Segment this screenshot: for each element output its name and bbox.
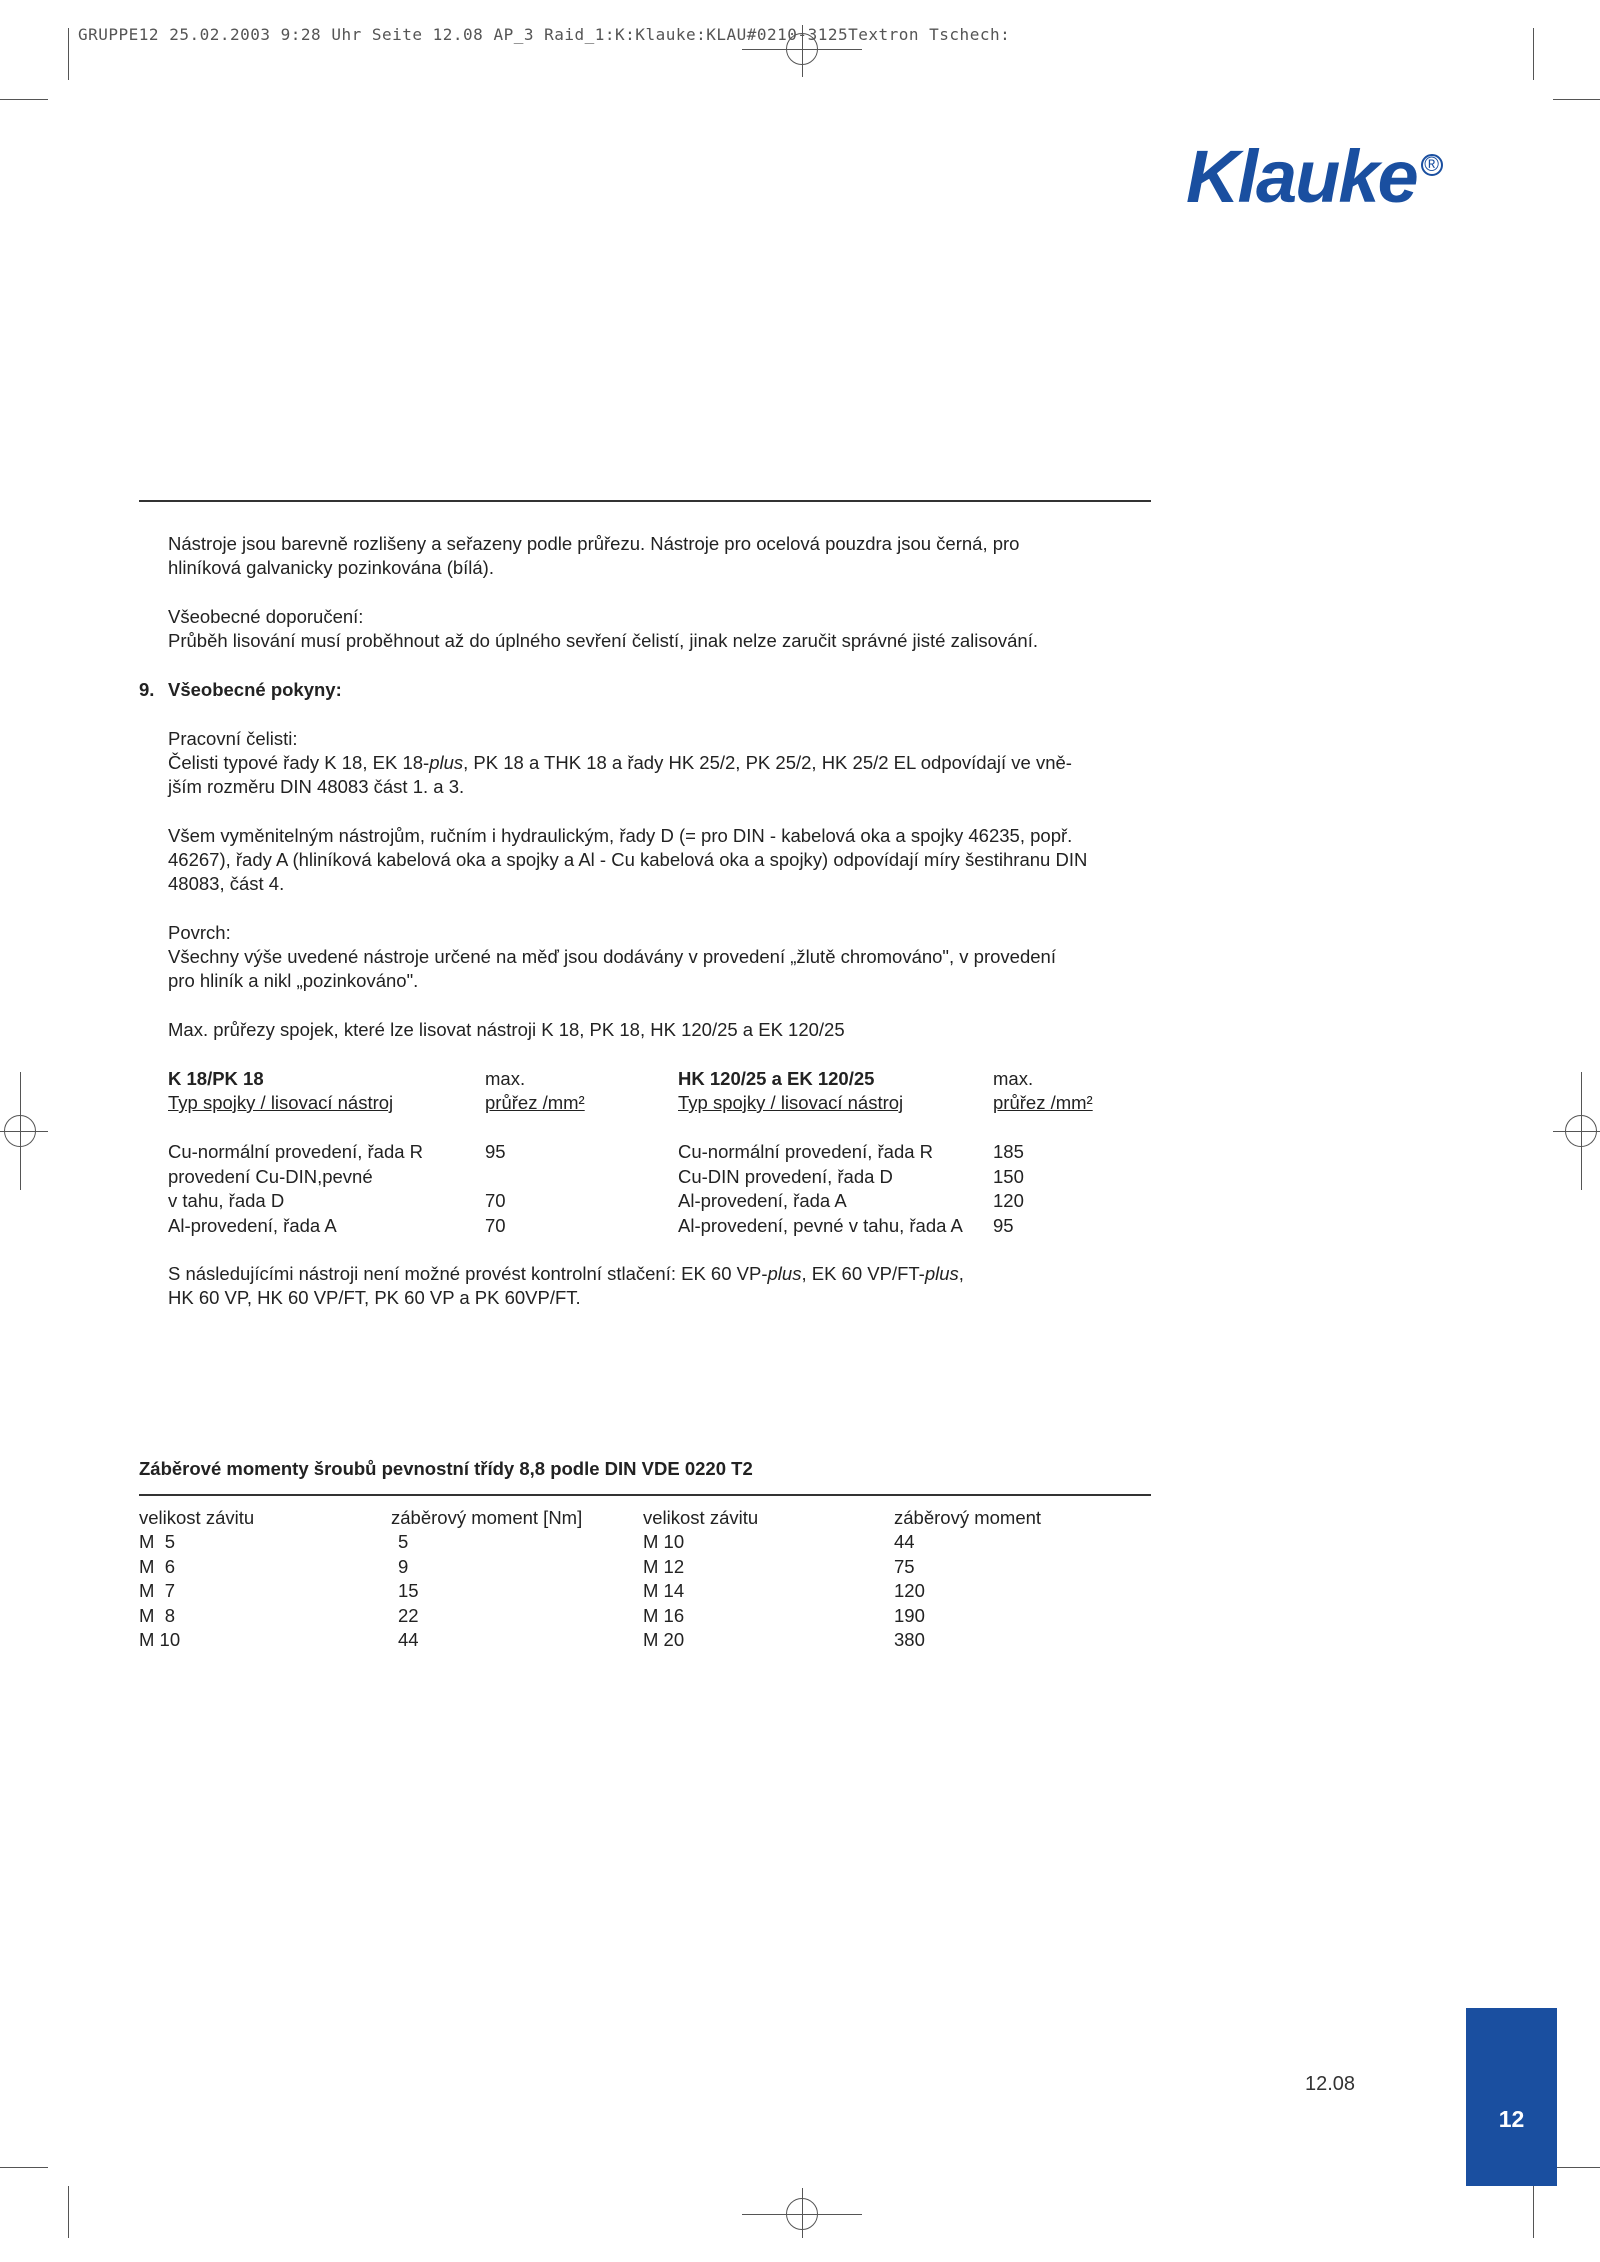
registered-mark: ® xyxy=(1421,154,1443,176)
print-header: GRUPPE12 25.02.2003 9:28 Uhr Seite 12.08 AP_3 Raid_1:K:Klauke:KLAU#0210-3125Textron Tschech: xyxy=(78,25,1011,44)
right-table-row-value: 185 xyxy=(993,1141,1024,1162)
no-check-line: HK 60 VP, HK 60 VP/FT, PK 60 VP a PK 60VP/FT. xyxy=(168,1287,581,1308)
left-table-row-value: 95 xyxy=(485,1141,506,1162)
jaws-line: jším rozměru DIN 48083 část 1. a 3. xyxy=(168,776,465,797)
right-table-row-value: 150 xyxy=(993,1165,1024,1187)
left-table-row-label: provedení Cu-DIN,pevné xyxy=(168,1165,373,1187)
right-table-subtitle: Typ spojky / lisovací nástroj xyxy=(678,1092,904,1113)
left-table-row-value: 70 xyxy=(485,1214,506,1236)
torque-moment: 120 xyxy=(894,1580,925,1601)
recommendation-text: Průběh lisování musí proběhnout až do úplného sevření čelistí, jinak nelze zaručit správné jisté zalisování. xyxy=(168,630,1038,651)
torque-divider xyxy=(139,1494,1151,1496)
text-run: Čelisti typové řady K 18, EK 18- xyxy=(168,752,430,773)
right-table-row-label: Cu-normální provedení, řada R xyxy=(678,1141,934,1162)
left-table-row-label: Cu-normální provedení, řada R xyxy=(168,1141,424,1162)
crop-mark xyxy=(1533,2186,1534,2238)
max-intro: Max. průřezy spojek, které lze lisovat nástroji K 18, PK 18, HK 120/25 a EK 120/25 xyxy=(168,1019,845,1040)
left-unit-label: průřez /mm² xyxy=(485,1092,585,1113)
jaws-heading: Pracovní čelisti: xyxy=(168,728,298,749)
text-run: , xyxy=(958,1263,964,1284)
intro-line: hliníková galvanicky pozinkována (bílá). xyxy=(168,557,494,578)
tools-line: Všem vyměnitelným nástrojům, ručním i hydraulickým, řady D (= pro DIN - kabelová oka a spojky 46235, popř. xyxy=(168,825,1073,846)
page-number-box xyxy=(1466,2008,1557,2186)
tools-line: 48083, část 4. xyxy=(168,873,285,894)
crop-mark xyxy=(68,2186,69,2238)
torque-moment: 44 xyxy=(398,1629,419,1650)
torque-thread-size: M 20 xyxy=(643,1629,685,1650)
torque-moment: 5 xyxy=(398,1531,409,1552)
crop-mark xyxy=(1553,2167,1600,2168)
intro-paragraph xyxy=(168,532,1019,580)
registration-mark xyxy=(4,1115,36,1147)
surface-paragraph xyxy=(168,921,1056,993)
torque-moment: 380 xyxy=(894,1629,925,1650)
crop-mark xyxy=(1553,99,1600,100)
torque-thread-size: M 6 xyxy=(139,1555,175,1577)
torque-moment: 44 xyxy=(894,1531,915,1552)
recommendation-heading: Všeobecné doporučení: xyxy=(168,606,364,627)
right-table-row-label: Cu-DIN provedení, řada D xyxy=(678,1165,893,1187)
left-table-subtitle: Typ spojky / lisovací nástroj xyxy=(168,1092,394,1113)
crop-mark xyxy=(0,2167,48,2168)
crop-mark xyxy=(68,28,69,80)
text-run-italic: plus xyxy=(924,1263,959,1284)
torque-thread-size: M 10 xyxy=(139,1629,181,1650)
crop-mark xyxy=(0,99,48,100)
no-check-line xyxy=(168,1262,964,1286)
torque-thread-size: M 10 xyxy=(643,1531,685,1552)
logo-text: Klauke xyxy=(1186,135,1417,218)
torque-title: Záběrové momenty šroubů pevnostní třídy 8,8 podle DIN VDE 0220 T2 xyxy=(139,1458,753,1479)
crop-mark xyxy=(1533,28,1534,80)
left-table-row-value: 70 xyxy=(485,1190,506,1211)
section-number: 9. xyxy=(139,679,155,700)
right-unit-label: průřez /mm² xyxy=(993,1092,1093,1113)
tools-paragraph xyxy=(168,824,1087,896)
torque-thread-size: M 16 xyxy=(643,1604,685,1626)
left-table-row-label: Al-provedení, řada A xyxy=(168,1214,337,1236)
torque-moment: 9 xyxy=(398,1555,409,1577)
text-run: , EK 60 VP/FT- xyxy=(801,1263,925,1284)
text-run: S následujícími nástroji není možné provést kontrolní stlačení: EK 60 VP- xyxy=(168,1263,768,1284)
torque-thread-size: M 7 xyxy=(139,1580,175,1601)
no-check-paragraph xyxy=(168,1262,964,1310)
right-table-row-label: Al-provedení, řada A xyxy=(678,1190,847,1211)
intro-line: Nástroje jsou barevně rozlišeny a seřazeny podle průřezu. Nástroje pro ocelová pouzdra jsou černá, pro xyxy=(168,533,1020,554)
left-table-title: K 18/PK 18 xyxy=(168,1068,264,1089)
left-table-row-label: v tahu, řada D xyxy=(168,1190,285,1211)
klauke-logo xyxy=(1186,135,1443,218)
torque-col-header: záběrový moment xyxy=(894,1507,1042,1528)
tools-line: 46267), řady A (hliníková kabelová oka a spojky a Al - Cu kabelová oka a spojky) odpovídají míry šestihranu DIN xyxy=(168,849,1088,870)
torque-thread-size: M 14 xyxy=(643,1580,685,1601)
recommendation xyxy=(168,605,1038,653)
section-divider xyxy=(139,500,1151,502)
torque-col-header: záběrový moment [Nm] xyxy=(391,1507,583,1528)
torque-moment: 190 xyxy=(894,1604,925,1626)
text-run-italic: plus xyxy=(767,1263,802,1284)
torque-moment: 22 xyxy=(398,1604,419,1626)
text-run-italic: plus xyxy=(429,752,464,773)
torque-thread-size: M 5 xyxy=(139,1531,175,1552)
page-number: 12 xyxy=(1498,2106,1525,2132)
registration-mark xyxy=(1565,1115,1597,1147)
jaws-paragraph xyxy=(168,727,1072,799)
footer-date: 12.08 xyxy=(1305,2073,1356,2095)
registration-mark xyxy=(786,2198,818,2230)
torque-col-header: velikost závitu xyxy=(643,1507,759,1528)
torque-thread-size: M 12 xyxy=(643,1555,685,1577)
torque-moment: 75 xyxy=(894,1555,915,1577)
right-table-row-label: Al-provedení, pevné v tahu, řada A xyxy=(678,1214,963,1236)
right-table-title: HK 120/25 a EK 120/25 xyxy=(678,1068,875,1089)
torque-col-header: velikost závitu xyxy=(139,1507,255,1528)
right-table-row-value: 120 xyxy=(993,1190,1024,1211)
surface-heading: Povrch: xyxy=(168,922,231,943)
torque-thread-size: M 8 xyxy=(139,1604,175,1626)
surface-line: Všechny výše uvedené nástroje určené na měď jsou dodávány v provedení „žlutě chromováno", v provedení xyxy=(168,946,1056,967)
surface-line: pro hliník a nikl „pozinkováno". xyxy=(168,970,419,991)
right-table-row-value: 95 xyxy=(993,1214,1014,1236)
jaws-line xyxy=(168,751,1072,775)
torque-moment: 15 xyxy=(398,1580,419,1601)
section-title: Všeobecné pokyny: xyxy=(168,679,342,700)
left-max-label: max. xyxy=(485,1068,526,1089)
text-run: , PK 18 a THK 18 a řady HK 25/2, PK 25/2, HK 25/2 EL odpovídají ve vně- xyxy=(463,752,1072,773)
right-max-label: max. xyxy=(993,1068,1034,1089)
